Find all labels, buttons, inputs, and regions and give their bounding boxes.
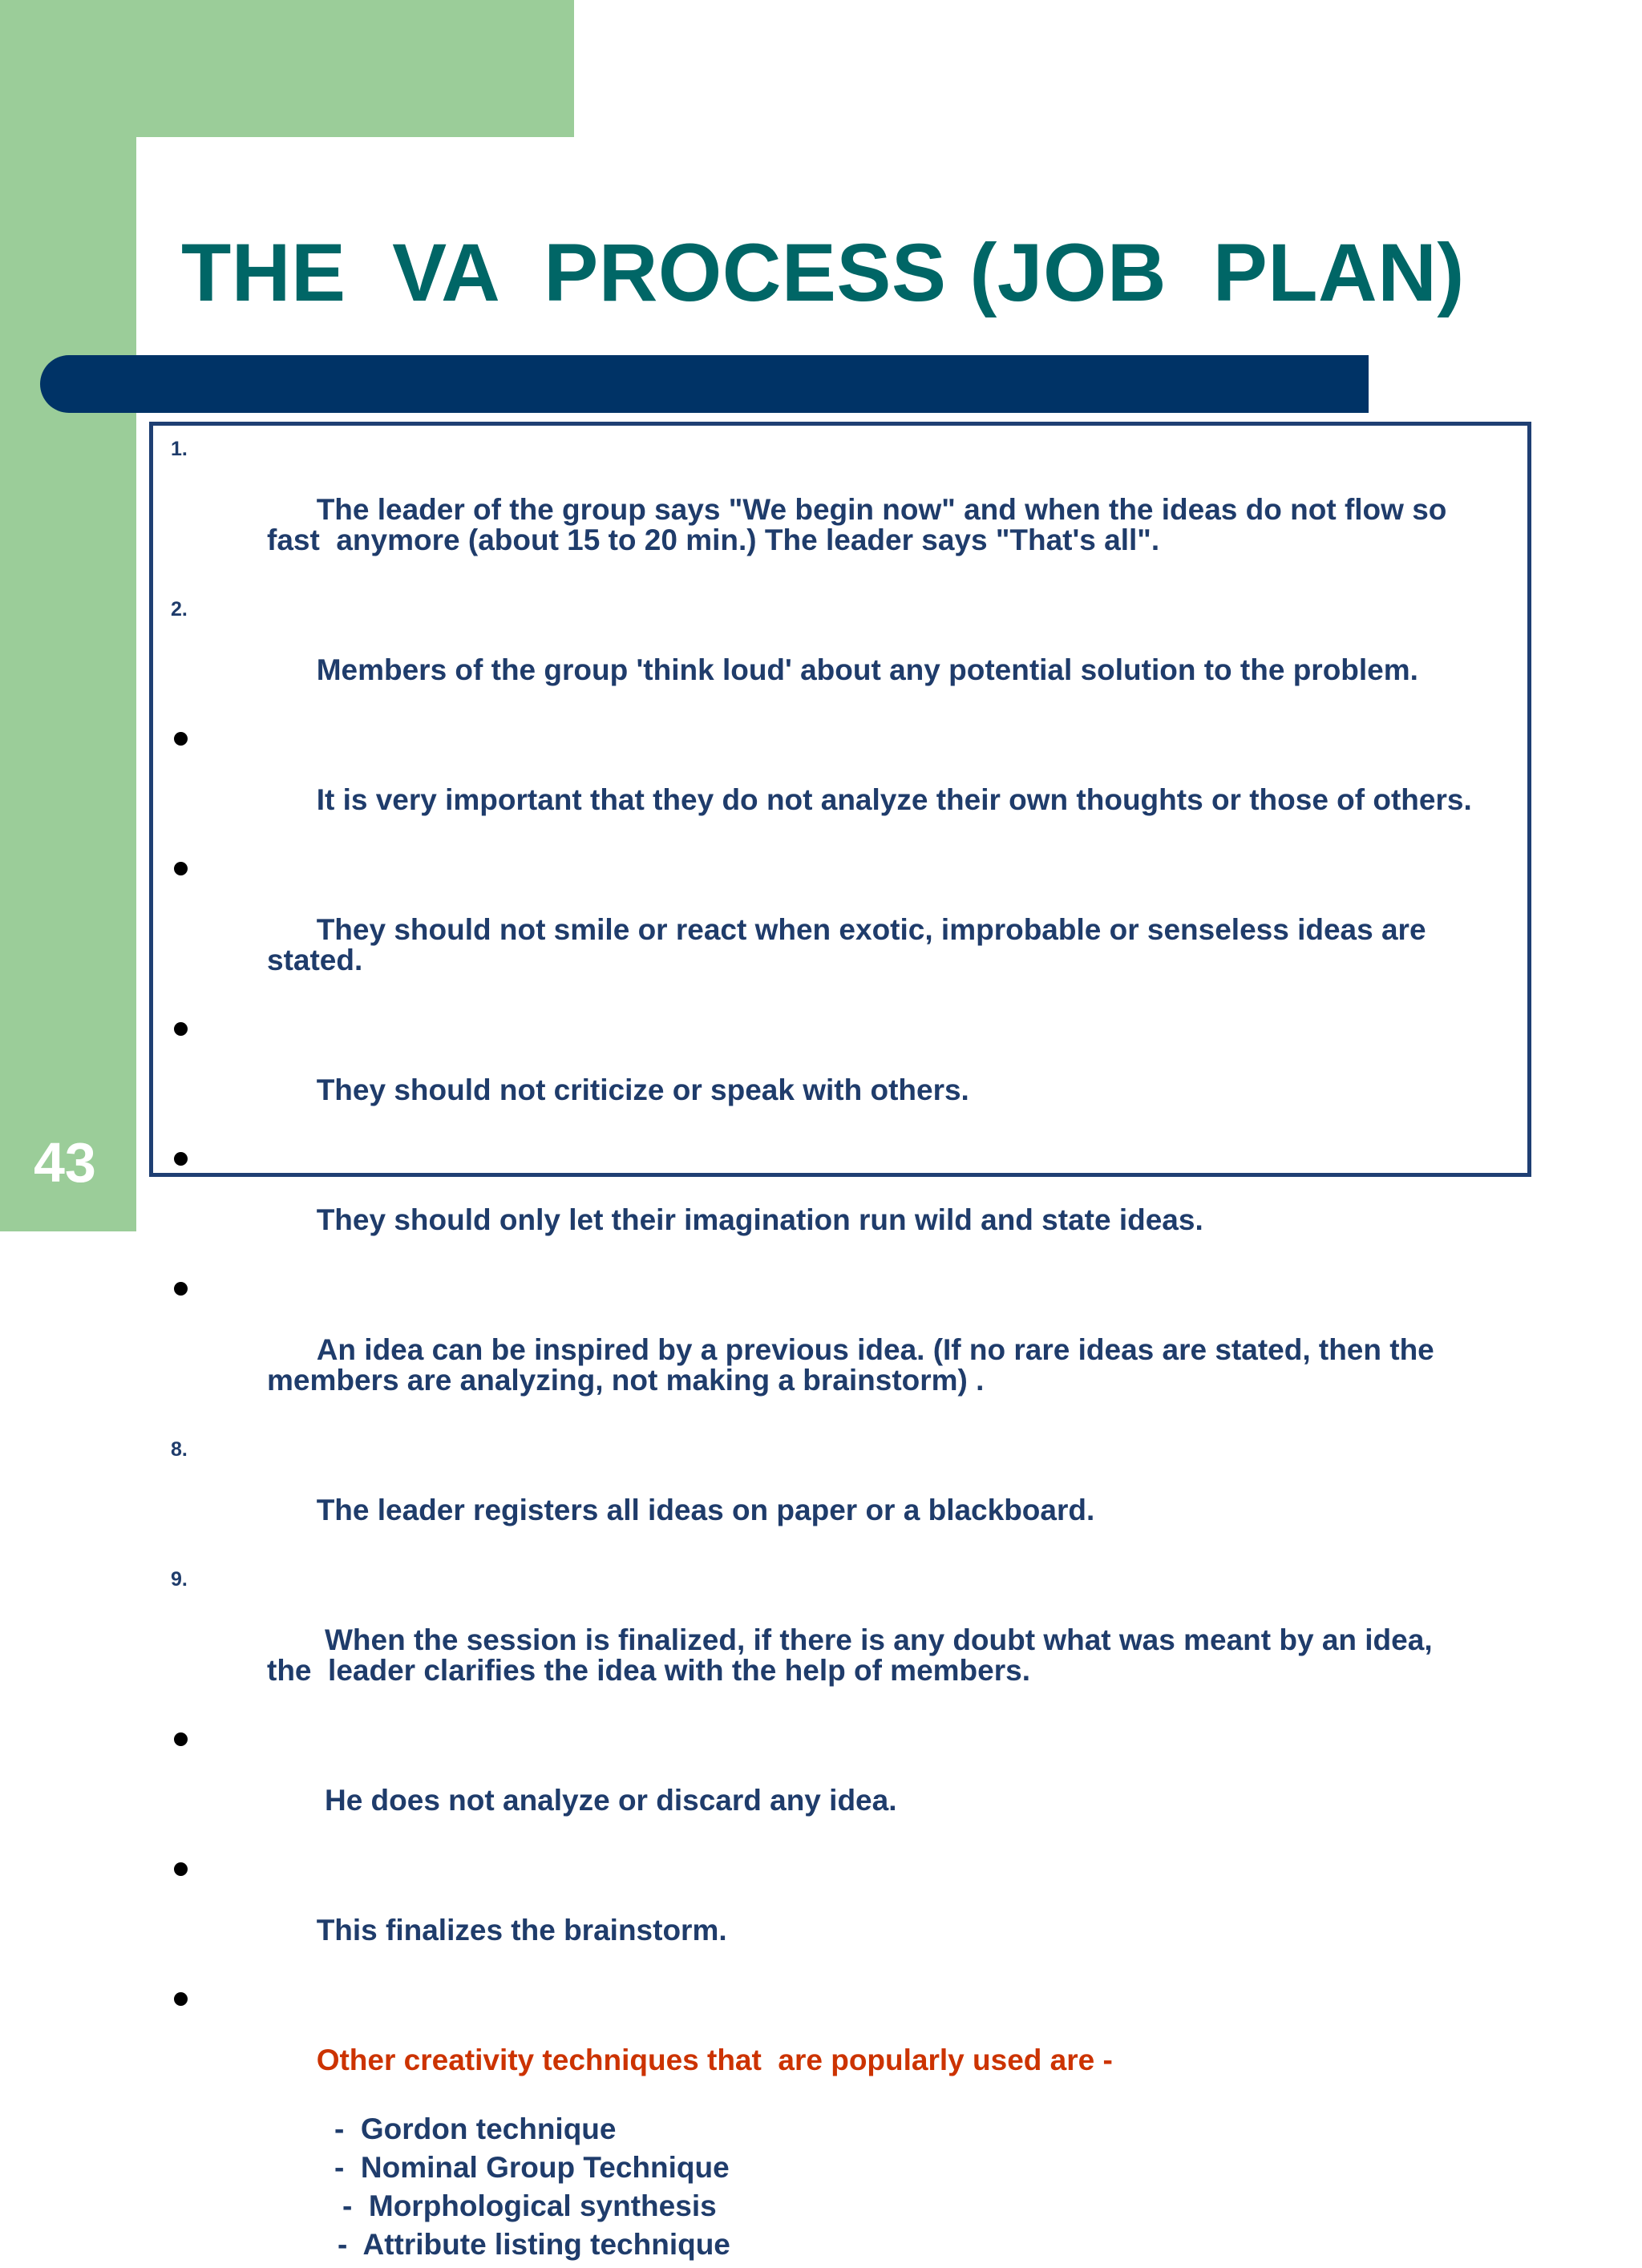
bullet-icon: [174, 1992, 188, 2006]
list-item-text: An idea can be inspired by a previous idea. (If no rare ideas are stated, then the members are analyzing, not making a brainstorm) .: [267, 1333, 1434, 1397]
list-item: [153, 1144, 1527, 1266]
bullet-icon: [174, 1862, 188, 1876]
list-item-text: Members of the group 'think loud' about any potential solution to the problem.: [316, 653, 1418, 686]
list-item: [153, 434, 1527, 586]
bullet-icon: [174, 1152, 188, 1166]
list-item: [153, 1014, 1527, 1136]
list-number: 1.: [171, 438, 188, 460]
technique-item: - Attribute listing technique: [338, 2228, 730, 2261]
list-item: [153, 1434, 1527, 1556]
content-box: [149, 422, 1531, 2261]
list-item: [153, 1724, 1527, 1846]
list-number: 9.: [171, 1568, 188, 1591]
list-item: [153, 1854, 1527, 1976]
technique-item: - Gordon technique: [334, 2112, 617, 2145]
technique-item: - Nominal Group Technique: [334, 2151, 730, 2184]
list-item: [153, 594, 1527, 716]
bullet-icon: [174, 1732, 188, 1746]
list-item-text: This finalizes the brainstorm.: [316, 1914, 727, 1947]
list-item-highlighted: [153, 1984, 1527, 2106]
list-item-text: It is very important that they do not analyze their own thoughts or those of others.: [316, 783, 1472, 816]
list-number: 2.: [171, 598, 188, 621]
list-item-text: He does not analyze or discard any idea.: [316, 1784, 897, 1817]
bullet-icon: [174, 1022, 188, 1036]
list-item: [153, 1274, 1527, 1426]
job-plan-list: [153, 434, 1527, 2268]
list-item-text: Other creativity techniques that are popularly used are -: [316, 2044, 1113, 2076]
bullet-icon: [174, 862, 188, 875]
list-item-text: When the session is finalized, if there is any doubt what was meant by an idea, the leader clarifies the idea with the help of members.: [267, 1623, 1433, 1687]
technique-item: - Morphological synthesis: [342, 2189, 717, 2222]
title-underline-bar: [40, 355, 1369, 413]
slide-number: 43: [34, 1131, 96, 1194]
list-item-text: The leader of the group says "We begin now" and when the ideas do not flow so fast anymore (about 15 to 20 min.) The leader says "That's all".: [267, 493, 1447, 556]
list-item-text: They should not criticize or speak with others.: [316, 1073, 969, 1106]
slide-title: THE VA PROCESS (JOB PLAN): [181, 227, 1465, 318]
list-item-text: They should not smile or react when exotic, improbable or senseless ideas are stated.: [267, 913, 1426, 976]
list-item: [153, 854, 1527, 1006]
list-item-text: They should only let their imagination run wild and state ideas.: [316, 1203, 1203, 1236]
bullet-icon: [174, 1282, 188, 1296]
list-item: [153, 724, 1527, 846]
bullet-icon: [174, 732, 188, 746]
left-green-band: [0, 0, 136, 1231]
top-green-band: [0, 0, 574, 137]
list-number: 8.: [171, 1438, 188, 1461]
list-item: [153, 1564, 1527, 1716]
list-item-text: The leader registers all ideas on paper or a blackboard.: [316, 1494, 1095, 1526]
